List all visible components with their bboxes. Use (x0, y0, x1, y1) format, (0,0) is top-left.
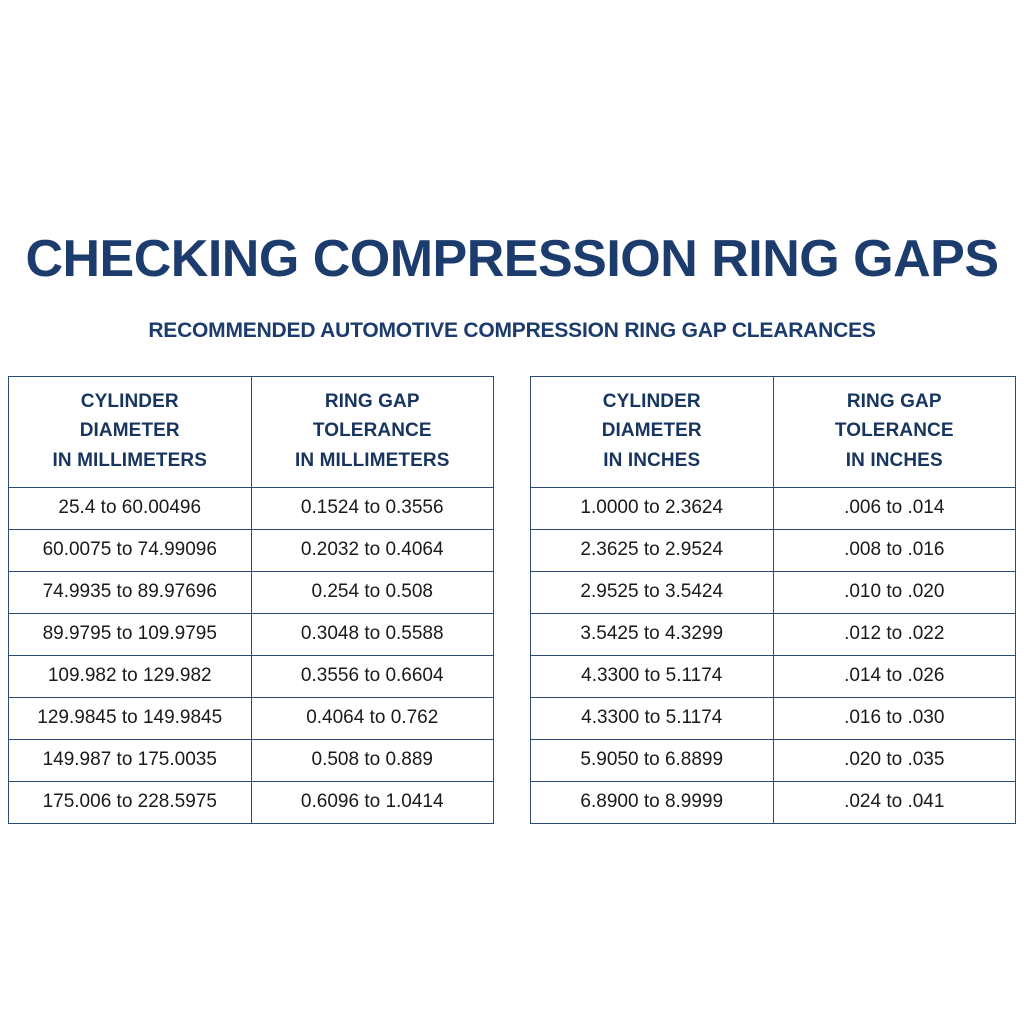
cell-cylinder-diameter: 2.3625 to 2.9524 (531, 530, 774, 572)
cell-ring-gap-tolerance: 0.3556 to 0.6604 (251, 656, 494, 698)
cell-cylinder-diameter: 25.4 to 60.00496 (9, 488, 252, 530)
table-row (9, 698, 494, 740)
table-row (531, 740, 1016, 782)
column-header-cylinder-diameter-mm (9, 377, 252, 488)
header-line-3: IN INCHES (845, 449, 943, 471)
header-line-3: IN MILLIMETERS (52, 449, 207, 471)
cell-ring-gap-tolerance: .012 to .022 (773, 614, 1016, 656)
table-header-row (9, 377, 494, 488)
table-row (531, 698, 1016, 740)
header-line-3: IN MILLIMETERS (295, 449, 450, 471)
metric-spec-table (8, 376, 494, 824)
table-row (531, 572, 1016, 614)
header-line-1: CYLINDER (80, 391, 179, 412)
cell-ring-gap-tolerance: 0.2032 to 0.4064 (251, 530, 494, 572)
table-row (9, 782, 494, 824)
cell-ring-gap-tolerance: 0.254 to 0.508 (251, 572, 494, 614)
cell-cylinder-diameter: 74.9935 to 89.97696 (9, 572, 252, 614)
cell-ring-gap-tolerance: .024 to .041 (773, 782, 1016, 824)
cell-cylinder-diameter: 3.5425 to 4.3299 (531, 614, 774, 656)
cell-ring-gap-tolerance: .016 to .030 (773, 698, 1016, 740)
table-row (531, 488, 1016, 530)
table-row (531, 530, 1016, 572)
table-row (531, 656, 1016, 698)
cell-cylinder-diameter: 6.8900 to 8.9999 (531, 782, 774, 824)
header-line-1: CYLINDER (602, 391, 701, 412)
cell-ring-gap-tolerance: 0.1524 to 0.3556 (251, 488, 494, 530)
cell-ring-gap-tolerance: 0.4064 to 0.762 (251, 698, 494, 740)
cell-cylinder-diameter: 109.982 to 129.982 (9, 656, 252, 698)
cell-ring-gap-tolerance: .010 to .020 (773, 572, 1016, 614)
cell-ring-gap-tolerance: 0.6096 to 1.0414 (251, 782, 494, 824)
cell-ring-gap-tolerance: .006 to .014 (773, 488, 1016, 530)
column-header-cylinder-diameter-in (531, 377, 774, 488)
header-line-1: RING GAP (324, 391, 420, 412)
header-line-2: TOLERANCE (834, 420, 954, 442)
cell-cylinder-diameter: 2.9525 to 3.5424 (531, 572, 774, 614)
table-row (531, 614, 1016, 656)
cell-cylinder-diameter: 4.3300 to 5.1174 (531, 656, 774, 698)
tables-container (8, 376, 1016, 824)
page-subtitle: RECOMMENDED AUTOMOTIVE COMPRESSION RING GAP CLEARANCES (148, 319, 876, 343)
cell-cylinder-diameter: 129.9845 to 149.9845 (9, 698, 252, 740)
cell-cylinder-diameter: 1.0000 to 2.3624 (531, 488, 774, 530)
header-line-3: IN INCHES (603, 449, 701, 471)
cell-ring-gap-tolerance: .014 to .026 (773, 656, 1016, 698)
table-row (9, 656, 494, 698)
cell-ring-gap-tolerance: 0.508 to 0.889 (251, 740, 494, 782)
cell-ring-gap-tolerance: 0.3048 to 0.5588 (251, 614, 494, 656)
cell-cylinder-diameter: 149.987 to 175.0035 (9, 740, 252, 782)
cell-cylinder-diameter: 60.0075 to 74.99096 (9, 530, 252, 572)
cell-ring-gap-tolerance: .020 to .035 (773, 740, 1016, 782)
table-row (531, 782, 1016, 824)
cell-cylinder-diameter: 89.9795 to 109.9795 (9, 614, 252, 656)
table-row (9, 740, 494, 782)
cell-cylinder-diameter: 4.3300 to 5.1174 (531, 698, 774, 740)
page-title: CHECKING COMPRESSION RING GAPS (25, 229, 999, 288)
header-line-2: TOLERANCE (312, 420, 432, 442)
cell-ring-gap-tolerance: .008 to .016 (773, 530, 1016, 572)
table-row (9, 530, 494, 572)
header-line-2: DIAMETER (79, 420, 180, 442)
cell-cylinder-diameter: 175.006 to 228.5975 (9, 782, 252, 824)
imperial-spec-table (530, 376, 1016, 824)
table-row (9, 488, 494, 530)
header-line-2: DIAMETER (601, 420, 702, 442)
table-header-row (531, 377, 1016, 488)
cell-cylinder-diameter: 5.9050 to 6.8899 (531, 740, 774, 782)
column-header-ring-gap-tolerance-in (773, 377, 1016, 488)
header-line-1: RING GAP (846, 391, 942, 412)
table-row (9, 614, 494, 656)
column-header-ring-gap-tolerance-mm (251, 377, 494, 488)
table-row (9, 572, 494, 614)
